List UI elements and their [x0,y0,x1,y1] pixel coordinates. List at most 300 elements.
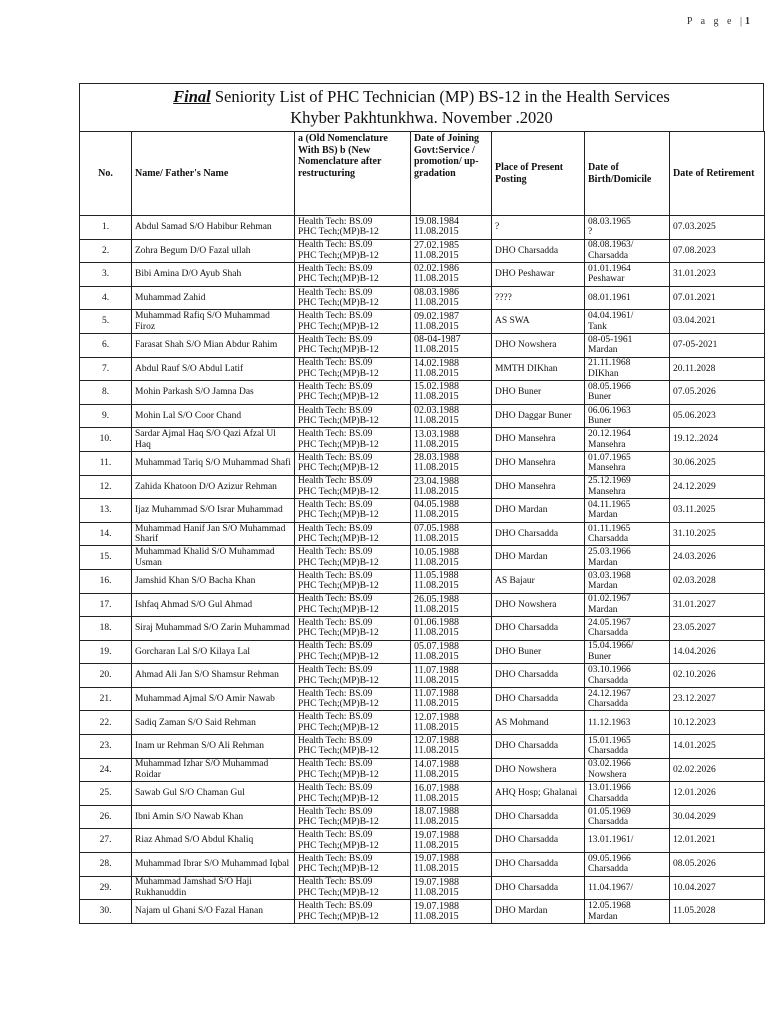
cell-name: Inam ur Rehman S/O Ali Rehman [132,735,295,759]
cell-no: 29. [80,876,132,900]
table-header-row [80,132,765,216]
cell-line: PHC Tech;(MP)B-12 [298,510,379,521]
table-row [80,310,765,334]
cell-posting: DHO Charsadda [492,664,585,688]
cell-posting: AS Mohmand [492,711,585,735]
cell-posting: AS SWA [492,310,585,334]
cell-joining-date [411,546,492,570]
cell-name: Ijaz Muhammad S/O Israr Muhammad [132,499,295,523]
cell-line: 25.12.1969 [588,476,631,487]
cell-joining-date [411,404,492,428]
cell-line: PHC Tech;(MP)B-12 [298,864,379,875]
cell-retirement: 19.12..2024 [670,428,765,452]
cell-line: 19.07.1988 [414,829,459,841]
cell-birth-domicile [585,758,670,782]
cell-line: PHC Tech;(MP)B-12 [298,840,379,851]
cell-joining-date [411,475,492,499]
cell-posting: DHO Charsadda [492,876,585,900]
cell-name: Muhammad Tariq S/O Muhammad Shafi [132,451,295,475]
cell-line: Health Tech: BS.09 [298,806,373,817]
cell-no: 18. [80,617,132,641]
table-row [80,664,765,688]
cell-line: Health Tech: BS.09 [298,901,373,912]
cell-nomenclature [295,522,411,546]
cell-line: 13.01.1966 [588,783,631,794]
cell-line: ? [588,227,593,238]
cell-nomenclature [295,475,411,499]
table-row [80,805,765,829]
cell-line: 23.04.1988 [414,475,459,487]
cell-joining-date [411,263,492,287]
cell-line: 11.08.2015 [414,226,459,238]
cell-retirement: 24.03.2026 [670,546,765,570]
cell-line: 24.12.1967 [588,688,631,699]
cell-no: 20. [80,664,132,688]
cell-posting: DHO Daggar Buner [492,404,585,428]
cell-nomenclature [295,805,411,829]
cell-retirement: 08.05.2026 [670,853,765,877]
cell-line: Health Tech: BS.09 [298,688,373,699]
cell-nomenclature [295,900,411,924]
cell-posting: AHQ Hosp; Ghalanai [492,782,585,806]
cell-line: 19.07.1988 [414,900,459,912]
cell-line: Health Tech: BS.09 [298,499,373,510]
cell-birth-domicile [585,499,670,523]
cell-line: 08.01.1961 [588,292,631,303]
cell-retirement: 07.08.2023 [670,239,765,263]
cell-line: 11.08.2015 [414,367,459,379]
cell-line: 11.08.2015 [414,603,459,615]
cell-birth-domicile [585,310,670,334]
cell-line: Tank [588,321,607,332]
cell-posting: DHO Charsadda [492,687,585,711]
cell-no: 30. [80,900,132,924]
cell-retirement: 12.01.2021 [670,829,765,853]
table-row [80,216,765,240]
cell-line: Mardan [588,557,618,568]
cell-line: Charsadda [588,250,629,261]
cell-line: 01.11.1965 [588,523,631,534]
cell-posting: DHO Peshawar [492,263,585,287]
cell-name: Sardar Ajmal Haq S/O Qazi Afzal Ul Haq [132,428,295,452]
cell-line: Mardan [588,510,618,521]
cell-posting: ? [492,216,585,240]
cell-line: PHC Tech;(MP)B-12 [298,793,379,804]
cell-line: Health Tech: BS.09 [298,240,373,251]
cell-line: PHC Tech;(MP)B-12 [298,651,379,662]
cell-line: Health Tech: BS.09 [298,830,373,841]
title-final-word: Final [173,87,211,106]
cell-line: Mansehra [588,463,626,474]
cell-joining-date [411,758,492,782]
cell-line: 01.05.1969 [588,806,631,817]
cell-line: 21.11.1968 [588,358,631,369]
cell-nomenclature [295,617,411,641]
cell-line: 11.08.2015 [414,249,459,261]
cell-line: 18.07.1988 [414,806,459,818]
cell-line: 11.08.2015 [414,768,459,780]
cell-line: 04.11.1965 [588,499,631,510]
cell-joining-date [411,286,492,310]
cell-line: PHC Tech;(MP)B-12 [298,321,379,332]
cell-joining-date [411,853,492,877]
document-title [79,83,764,131]
cell-birth-domicile [585,216,670,240]
cell-line: 02.03.1988 [414,405,459,417]
cell-name: Muhammad Rafiq S/O Muhammad Firoz [132,310,295,334]
cell-joining-date [411,805,492,829]
table-row [80,782,765,806]
cell-line: 11.08.2015 [414,509,459,521]
cell-line: Health Tech: BS.09 [298,452,373,463]
cell-name: Farasat Shah S/O Mian Abdur Rahim [132,333,295,357]
table-row [80,357,765,381]
cell-no: 3. [80,263,132,287]
seniority-list-document [79,83,764,924]
cell-nomenclature [295,216,411,240]
cell-line: PHC Tech;(MP)B-12 [298,911,379,922]
cell-name: Abdul Samad S/O Habibur Rehman [132,216,295,240]
header-joining-date: Date of Joining Govt:Service / promotion/ up-gradation [411,132,492,216]
table-row [80,593,765,617]
cell-retirement: 31.10.2025 [670,522,765,546]
cell-nomenclature [295,499,411,523]
cell-birth-domicile [585,735,670,759]
cell-posting: DHO Charsadda [492,735,585,759]
cell-posting: DHO Mardan [492,546,585,570]
cell-nomenclature [295,853,411,877]
cell-posting: DHO Buner [492,381,585,405]
cell-line: 11.08.2015 [414,462,459,474]
cell-line: Health Tech: BS.09 [298,405,373,416]
cell-joining-date [411,357,492,381]
cell-line: Health Tech: BS.09 [298,712,373,723]
cell-line: 11.08.2015 [414,698,459,710]
cell-line: DIKhan [588,368,619,379]
cell-line: 13.03.1988 [414,428,459,440]
cell-no: 7. [80,357,132,381]
cell-no: 26. [80,805,132,829]
cell-line: PHC Tech;(MP)B-12 [298,368,379,379]
cell-line: 19.07.1988 [414,876,459,888]
cell-nomenclature [295,286,411,310]
cell-birth-domicile [585,381,670,405]
cell-no: 22. [80,711,132,735]
cell-line: 11.08.2015 [414,792,459,804]
cell-posting: DHO Buner [492,640,585,664]
cell-line: 19.08.1984 [414,216,459,228]
cell-posting: MMTH DIKhan [492,357,585,381]
cell-posting: DHO Nowshera [492,593,585,617]
cell-name: Zohra Begum D/O Fazal ullah [132,239,295,263]
cell-nomenclature [295,263,411,287]
table-row [80,286,765,310]
cell-no: 11. [80,451,132,475]
cell-no: 24. [80,758,132,782]
cell-no: 21. [80,687,132,711]
cell-line: Mardan [588,911,618,922]
cell-posting: DHO Nowshera [492,333,585,357]
cell-line: 12.07.1988 [414,711,459,723]
cell-retirement: 02.03.2028 [670,569,765,593]
cell-birth-domicile [585,593,670,617]
cell-line: 11.08.2015 [414,415,459,427]
cell-line: 08.08.1963/ [588,240,634,251]
cell-name: Muhammad Hanif Jan S/O Muhammad Sharif [132,522,295,546]
cell-name: Siraj Muhammad S/O Zarin Muhammad [132,617,295,641]
cell-line: 11.08.2015 [414,533,459,545]
cell-name: Riaz Ahmad S/O Abdul Khaliq [132,829,295,853]
cell-line: Charsadda [588,746,629,757]
cell-retirement: 31.01.2027 [670,593,765,617]
cell-no: 9. [80,404,132,428]
cell-nomenclature [295,876,411,900]
cell-line: Health Tech: BS.09 [298,783,373,794]
header-birth-domicile: Date of Birth/Domicile [585,132,670,216]
cell-line: Health Tech: BS.09 [298,759,373,770]
cell-line: 11.08.2015 [414,580,459,592]
cell-name: Sawab Gul S/O Chaman Gul [132,782,295,806]
cell-nomenclature [295,593,411,617]
cell-line: 11.08.2015 [414,745,459,757]
cell-joining-date [411,333,492,357]
header-nomenclature: a (Old Nomenclature With BS) b (New Nomenclature after restructuring [295,132,411,216]
cell-retirement: 11.05.2028 [670,900,765,924]
cell-line: 11.08.2015 [414,674,459,686]
cell-joining-date [411,617,492,641]
cell-line: PHC Tech;(MP)B-12 [298,227,379,238]
cell-retirement: 23.05.2027 [670,617,765,641]
cell-line: Health Tech: BS.09 [298,476,373,487]
cell-retirement: 30.06.2025 [670,451,765,475]
cell-line: Health Tech: BS.09 [298,547,373,558]
page-number-value: 1 [745,16,750,27]
cell-line: PHC Tech;(MP)B-12 [298,817,379,828]
cell-birth-domicile [585,263,670,287]
cell-line: Mansehra [588,486,626,497]
cell-line: 01.01.1964 [588,263,631,274]
cell-birth-domicile [585,640,670,664]
cell-nomenclature [295,758,411,782]
cell-nomenclature [295,782,411,806]
cell-line: PHC Tech;(MP)B-12 [298,722,379,733]
cell-line: 11.08.2015 [414,910,459,922]
cell-line: 03.10.1966 [588,665,631,676]
table-row [80,900,765,924]
cell-birth-domicile [585,664,670,688]
cell-joining-date [411,593,492,617]
table-row [80,451,765,475]
cell-line: PHC Tech;(MP)B-12 [298,392,379,403]
cell-retirement: 23.12.2027 [670,687,765,711]
cell-retirement: 05.06.2023 [670,404,765,428]
cell-nomenclature [295,451,411,475]
table-row [80,239,765,263]
cell-birth-domicile [585,782,670,806]
cell-retirement: 20.11.2028 [670,357,765,381]
cell-joining-date [411,239,492,263]
cell-name: Ahmad Ali Jan S/O Shamsur Rehman [132,664,295,688]
cell-line: Health Tech: BS.09 [298,665,373,676]
cell-line: Charsadda [588,628,629,639]
cell-joining-date [411,664,492,688]
cell-joining-date [411,451,492,475]
cell-birth-domicile [585,900,670,924]
cell-posting: DHO Charsadda [492,239,585,263]
cell-line: PHC Tech;(MP)B-12 [298,463,379,474]
cell-line: 08.05.1966 [588,381,631,392]
cell-line: 11.08.2015 [414,391,459,403]
cell-line: 11.07.1988 [414,688,459,700]
cell-line: Health Tech: BS.09 [298,334,373,345]
cell-no: 17. [80,593,132,617]
cell-line: Health Tech: BS.09 [298,381,373,392]
table-row [80,829,765,853]
cell-no: 5. [80,310,132,334]
header-name: Name/ Father's Name [132,132,295,216]
table-row [80,546,765,570]
cell-line: Health Tech: BS.09 [298,216,373,227]
cell-line: 11.08.2015 [414,438,459,450]
title-line-2: Khyber Pakhtunkhwa. November .2020 [290,108,553,127]
cell-birth-domicile [585,853,670,877]
cell-nomenclature [295,428,411,452]
cell-name: Mohin Parkash S/O Jamna Das [132,381,295,405]
cell-no: 25. [80,782,132,806]
cell-line: Charsadda [588,793,629,804]
cell-birth-domicile [585,522,670,546]
cell-retirement: 07-05-2021 [670,333,765,357]
cell-joining-date [411,782,492,806]
cell-line: 11.08.2015 [414,556,459,568]
cell-birth-domicile [585,333,670,357]
cell-retirement: 02.10.2026 [670,664,765,688]
cell-line: 09.02.1987 [414,310,459,322]
cell-line: 24.05.1967 [588,617,631,628]
cell-posting: AS Bajaur [492,569,585,593]
cell-no: 1. [80,216,132,240]
cell-birth-domicile [585,546,670,570]
cell-nomenclature [295,333,411,357]
cell-line: Health Tech: BS.09 [298,617,373,628]
cell-name: Ibni Amin S/O Nawab Khan [132,805,295,829]
seniority-table [79,131,765,924]
cell-line: 08-05-1961 [588,334,633,345]
cell-line: Health Tech: BS.09 [298,641,373,652]
cell-line: 01.02.1967 [588,594,631,605]
cell-line: Charsadda [588,699,629,710]
cell-name: Bibi Amina D/O Ayub Shah [132,263,295,287]
cell-name: Najam ul Ghani S/O Fazal Hanan [132,900,295,924]
cell-birth-domicile [585,569,670,593]
cell-retirement: 30.04.2029 [670,805,765,829]
cell-posting: DHO Charsadda [492,829,585,853]
cell-line: 14.07.1988 [414,758,459,770]
cell-name: Abdul Rauf S/O Abdul Latif [132,357,295,381]
cell-line: PHC Tech;(MP)B-12 [298,604,379,615]
cell-no: 27. [80,829,132,853]
cell-joining-date [411,381,492,405]
cell-line: PHC Tech;(MP)B-12 [298,675,379,686]
table-row [80,333,765,357]
cell-line: 11.12.1963 [588,717,631,728]
cell-nomenclature [295,239,411,263]
cell-nomenclature [295,687,411,711]
cell-name: Muhammad Ibrar S/O Muhammad Iqbal [132,853,295,877]
cell-posting: ???? [492,286,585,310]
cell-no: 28. [80,853,132,877]
cell-nomenclature [295,735,411,759]
cell-line: PHC Tech;(MP)B-12 [298,250,379,261]
cell-line: Health Tech: BS.09 [298,287,373,298]
cell-birth-domicile [585,876,670,900]
table-row [80,687,765,711]
cell-birth-domicile [585,711,670,735]
cell-birth-domicile [585,805,670,829]
cell-retirement: 14.01.2025 [670,735,765,759]
cell-line: PHC Tech;(MP)B-12 [298,345,379,356]
cell-line: 12.07.1988 [414,735,459,747]
table-row [80,404,765,428]
cell-line: Buner [588,392,612,403]
cell-retirement: 02.02.2026 [670,758,765,782]
cell-retirement: 07.05.2026 [670,381,765,405]
cell-line: 12.05.1968 [588,901,631,912]
cell-line: 28.03.1988 [414,452,459,464]
cell-line: 14.02.1988 [414,357,459,369]
cell-posting: DHO Mansehra [492,475,585,499]
table-row [80,617,765,641]
cell-name: Ishfaq Ahmad S/O Gul Ahmad [132,593,295,617]
cell-birth-domicile [585,428,670,452]
cell-line: PHC Tech;(MP)B-12 [298,581,379,592]
cell-birth-domicile [585,404,670,428]
cell-line: PHC Tech;(MP)B-12 [298,628,379,639]
cell-joining-date [411,687,492,711]
cell-birth-domicile [585,239,670,263]
cell-line: 11.08.2015 [414,863,459,875]
cell-joining-date [411,569,492,593]
table-row [80,735,765,759]
table-row [80,853,765,877]
page-label: P a g e | [686,16,745,27]
cell-line: Mardan [588,604,618,615]
cell-joining-date [411,499,492,523]
cell-line: PHC Tech;(MP)B-12 [298,746,379,757]
cell-name: Sadiq Zaman S/O Said Rehman [132,711,295,735]
cell-line: 13.01.1961/ [588,835,634,846]
cell-line: 26.05.1988 [414,593,459,605]
cell-line: PHC Tech;(MP)B-12 [298,699,379,710]
cell-no: 15. [80,546,132,570]
cell-line: 11.08.2015 [414,650,459,662]
cell-no: 16. [80,569,132,593]
cell-line: 11.08.2015 [414,816,459,828]
cell-posting: DHO Mansehra [492,428,585,452]
cell-name: Muhammad Izhar S/O Muhammad Roidar [132,758,295,782]
cell-name: Muhammad Zahid [132,286,295,310]
table-row [80,640,765,664]
cell-line: 04.05.1988 [414,499,459,511]
cell-joining-date [411,216,492,240]
table-row [80,475,765,499]
cell-line: Health Tech: BS.09 [298,358,373,369]
cell-line: 11.08.2015 [414,485,459,497]
cell-posting: DHO Mansehra [492,451,585,475]
cell-line: Nowshera [588,769,627,780]
cell-line: 01.07.1965 [588,452,631,463]
cell-line: PHC Tech;(MP)B-12 [298,298,379,309]
